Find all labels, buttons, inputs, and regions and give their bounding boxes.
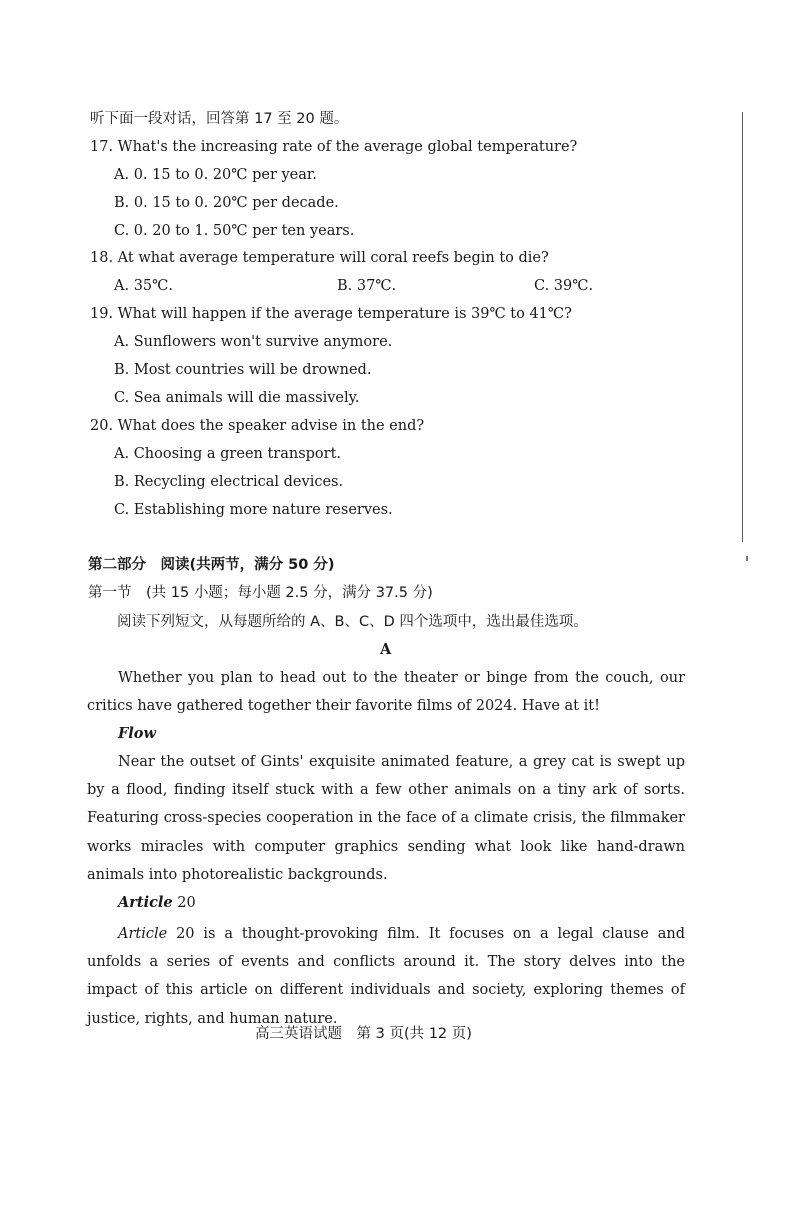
margin-rule	[742, 112, 743, 542]
page-footer: 高三英语试题 第 3 页(共 12 页)	[255, 1026, 472, 1042]
question-17-option-a: A. 0. 15 to 0. 20℃ per year.	[114, 167, 317, 183]
question-17-stem: 17. What's the increasing rate of the average global temperature?	[90, 139, 578, 155]
question-18-option-a: A. 35℃.	[114, 278, 173, 294]
margin-mark	[746, 556, 748, 561]
question-18-option-b: B. 37℃.	[337, 278, 397, 294]
question-20-option-b: B. Recycling electrical devices.	[114, 474, 344, 490]
question-17-option-c: C. 0. 20 to 1. 50℃ per ten years.	[114, 223, 355, 239]
section-one-title: 第一节 (共 15 小题；每小题 2.5 分，满分 37.5 分)	[88, 585, 433, 601]
film-title-flow: Flow	[118, 725, 156, 742]
listening-intro: 听下面一段对话，回答第 17 至 20 题。	[90, 111, 349, 127]
intro-paragraph: Whether you plan to head out to the theater or binge from the couch, our critics have gathered together their favorite films of 2024. Have at it!	[87, 670, 685, 715]
part-two-title: 第二部分 阅读(共两节，满分 50 分)	[88, 557, 335, 573]
question-19-stem: 19. What will happen if the average temperature is 39℃ to 41℃?	[90, 306, 572, 322]
passage-letter: A	[380, 641, 392, 658]
question-18-stem: 18. At what average temperature will coral reefs begin to die?	[90, 250, 549, 266]
question-19-option-b: B. Most countries will be drowned.	[114, 362, 372, 378]
reading-instruction: 阅读下列短文，从每题所给的 A、B、C、D 四个选项中，选出最佳选项。	[117, 614, 588, 630]
article-20-paragraph	[87, 920, 685, 1033]
film-title-article-20	[118, 894, 196, 912]
film-title-article-number: 20	[172, 895, 196, 911]
question-20-option-a: A. Choosing a green transport.	[114, 446, 342, 462]
question-19-option-a: A. Sunflowers won't survive anymore.	[114, 334, 393, 350]
question-18-option-c: C. 39℃.	[534, 278, 594, 294]
question-17-option-b: B. 0. 15 to 0. 20℃ per decade.	[114, 195, 339, 211]
article-20-italic-word: Article	[118, 926, 168, 942]
question-20-stem: 20. What does the speaker advise in the end?	[90, 418, 425, 434]
flow-paragraph: Near the outset of Gints' exquisite animated feature, a grey cat is swept up by a flood, finding itself stuck with a few other animals on a tiny ark of sorts. Featuring cross-species cooperation in the face of a climate crisis, the filmmaker works miracles with computer graphics sending what look like hand-drawn animals into photorealistic backgrounds.	[87, 754, 685, 883]
question-20-option-c: C. Establishing more nature reserves.	[114, 502, 393, 518]
article-20-paragraph-text: 20 is a thought-provoking film. It focuses on a legal clause and unfolds a series of events and conflicts around it. The story delves into the impact of this article on different individuals and society, exploring themes of justice, rights, and human nature.	[87, 926, 685, 1027]
film-title-article-word: Article	[118, 894, 173, 911]
question-19-option-c: C. Sea animals will die massively.	[114, 390, 360, 406]
